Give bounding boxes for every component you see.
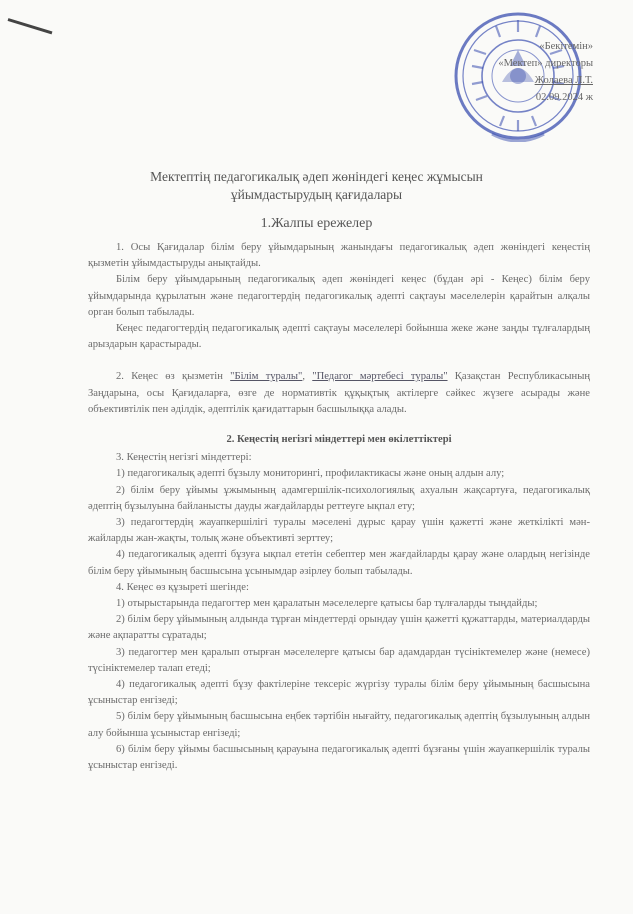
- approval-line-1: «Бекітемін»: [539, 41, 593, 52]
- document-title: [100, 168, 533, 204]
- list-item: 2) білім беру ұйымының алдында тұрған міндеттерді орындау үшін қажетті құжаттарды, материалдарды және ақпаратты сұратады;: [88, 614, 590, 642]
- list-item: 4) педагогикалық әдепті бұзу фактілеріне тексеріс жүргізу туралы білім беру ұйымының басшысына ұсыныстар енгізеді;: [88, 679, 590, 707]
- list-item: 6) білім беру ұйымы басшысының қарауына педагогикалық әдепті бұзғаны үшін жауапкершілік туралы ұсыныстар енгізеді.: [88, 743, 590, 772]
- section-1-heading: 1.Жалпы ережелер: [260, 216, 373, 231]
- approval-line-2: «Мектеп» директоры: [498, 58, 593, 69]
- list-item: 3) педагогтердің жауапкершілігі туралы мәселені дұрыс қарау үшін қажетті және жеткілікті мән-жайларды жан-жақты, толық және объективті зерттеу;: [88, 517, 590, 545]
- approval-line-3: Жолаева Л.Т.: [534, 75, 593, 86]
- corner-pen-mark: [8, 18, 53, 34]
- list-item: 1) отырыстарында педагогтер мен қаралатын мәселелерге қатысы бар тұлғаларды тыңдайды;: [116, 598, 538, 610]
- list-item: 2) білім беру ұйымы ұжымының адамгершілік-психологиялық ахуалын жақсартуға, педагогикалық әдептің бұзылуына байланысты дауды жағдайларды реттеуге ықпал ету;: [88, 484, 590, 512]
- list-item: 5) білім беру ұйымының басшысына еңбек тәртібін нығайту, педагогикалық әдептің бұзылуының алдын алу бойынша ұсыныстар енгізеді;: [88, 711, 590, 739]
- list-item: 4) педагогикалық әдепті бұзуға ықпал ететін себептер мен жағдайларды қарау және олардың негізінде білім беру ұйымының басшысына ұсынымдар әзірлеу болып табылады.: [88, 549, 590, 577]
- title-line-2: ұйымдастырудың қағидалары: [230, 187, 403, 202]
- document-body: [88, 240, 590, 774]
- title-line-1: Мектептің педагогикалық әдеп жөніндегі кеңес жұмысын: [150, 169, 483, 184]
- paragraph: 3. Кеңестің негізгі міндеттері:: [116, 452, 252, 464]
- list-item: 1) педагогикалық әдепті бұзылу мониторингі, профилактикасы және оның алдын алу;: [116, 468, 505, 480]
- law-link-teacher-status[interactable]: "Педагог мәртебесі туралы": [312, 371, 448, 383]
- paragraph: 1. Осы Қағидалар білім беру ұйымдарының жанындағы педагогикалық әдеп жөніндегі кеңестің қызметін ұйымдастыруды анықтайды.: [88, 242, 590, 270]
- approval-block: [498, 38, 593, 106]
- approval-date: 02.09.2024 ж: [535, 92, 593, 103]
- paragraph-laws: 2. Кеңес өз қызметін "Білім туралы", "Педагог мәртебесі туралы" Қазақстан Республикасының Заңдарына, осы Қағидаларға, өзге де нормативтік құқықтық актілерге сәйкес жүзеге асырады және объективтілік пен әділдік, әдептілік қағидаттарын басшылыққа алады.: [88, 371, 591, 415]
- paragraph: 4. Кеңес өз құзыреті шегінде:: [116, 581, 249, 593]
- paragraph: Білім беру ұйымдарының педагогикалық әдеп жөніндегі кеңес (бұдан әрі - Кеңес) білім беру ұйымдарында құрылатын және педагогтердің педагогикалық әдепті сақтауы мәселелерін қарайтын алқалы орган болып табылады.: [88, 274, 590, 318]
- law-link-education[interactable]: "Білім туралы": [230, 371, 303, 383]
- list-item: 3) педагогтер мен қаралып отырған мәселелерге қатысы бар адамдардан түсініктемелер және (немесе) түсініктемелер талап етеді;: [88, 646, 590, 674]
- paragraph: Кеңес педагогтердің педагогикалық әдепті сақтауы мәселелері бойынша жеке және заңды тұлғалардың арыздарын қарастырады.: [88, 323, 590, 351]
- section-2-heading: 2. Кеңестің негізгі міндеттері мен өкілеттіктері: [226, 434, 452, 446]
